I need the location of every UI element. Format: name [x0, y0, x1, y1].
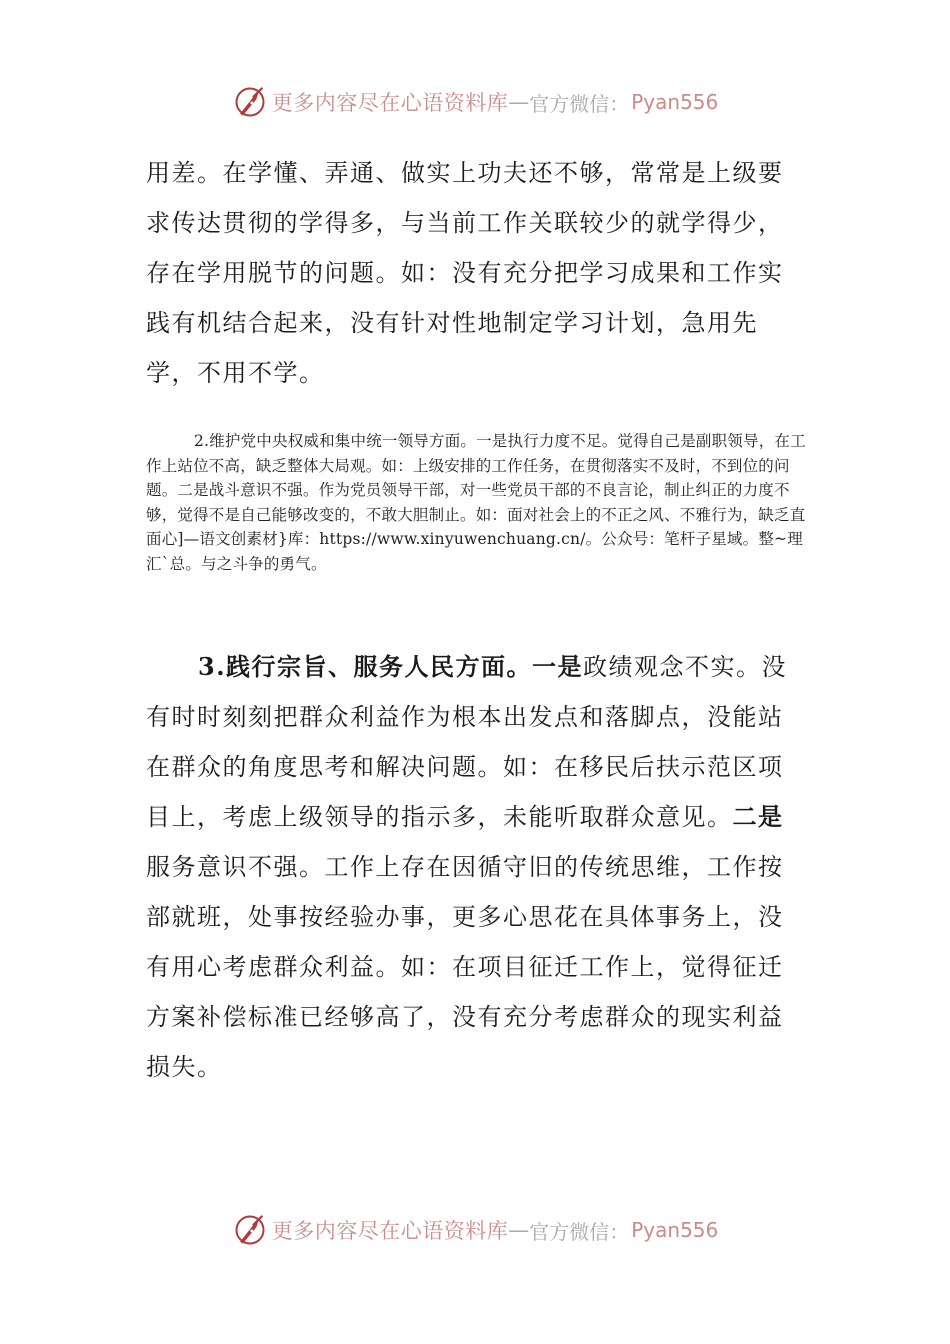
- header-banner: [0, 82, 950, 122]
- header-brand-text: 更多内容尽在心语资料库: [271, 91, 509, 115]
- header-dash: —: [508, 90, 530, 114]
- paragraph-1: 用差。在学懂、弄通、做实上功夫还不够，常常是上级要求传达贯彻的学得多，与当前工作关联较少的就学得少，存在学用脱节的问题。如：没有充分把学习成果和工作实践有机结合起来，没有针对性地制定学习计划，急用先学，不用不学。: [146, 159, 784, 387]
- footer-brand-text: 更多内容尽在心语资料库: [271, 1219, 509, 1243]
- header-official-label: 官方微信：: [529, 91, 630, 116]
- paragraph-2: 2.维护党中央权威和集中统一领导方面。一是执行力度不足。觉得自己是副职领导，在工作上站位不高，缺乏整体大局观。如：上级安排的工作任务，在贯彻落实不及时，不到位的问题。二是战斗意识不强。作为党员领导干部，对一些党员干部的不良言论，制止纠正的力度不够，觉得不是自己能够改变的，不敢大胆制止。如：面对社会上的不正之风、不雅行为，缺乏直面心]—语文创素材}库：https://www.xinyuwenchuang.cn/。公众号：笔杆子星域。整~理汇`总。与之斗争的勇气。: [146, 432, 806, 573]
- footer-banner: [0, 1210, 950, 1250]
- footer-wechat-id: Pyan556: [631, 1218, 719, 1242]
- point-1-text: 政绩观念不实。没有时时刻刻把群众利益作为根本出发点和落脚点，没能站在群众的角度思考和解决问题。如：在移民后扶示范区项目上，考虑上级领导的指示多，未能听取群众意见。: [146, 653, 788, 831]
- point-2-text: 服务意识不强。工作上存在因循守旧的传统思维，工作按部就班，处事按经验办事，更多心思花在具体事务上，没有用心考虑群众利益。如：在项目征迁工作上，觉得征迁方案补偿标准已经够高了，没有充分考虑群众的现实利益损失。: [146, 853, 784, 1081]
- pen-nib-logo-icon: [232, 84, 268, 120]
- paragraph-3: [146, 642, 806, 1092]
- pen-nib-logo-icon: [232, 1212, 268, 1248]
- section-3-heading: 3.践行宗旨、服务人民方面。: [198, 652, 533, 681]
- header-wechat-id: Pyan556: [631, 90, 719, 114]
- footer-dash: —: [508, 1218, 530, 1242]
- point-1-marker: 一是: [532, 652, 584, 681]
- point-2-marker: 二是: [732, 802, 784, 831]
- footer-official-label: 官方微信：: [529, 1219, 630, 1244]
